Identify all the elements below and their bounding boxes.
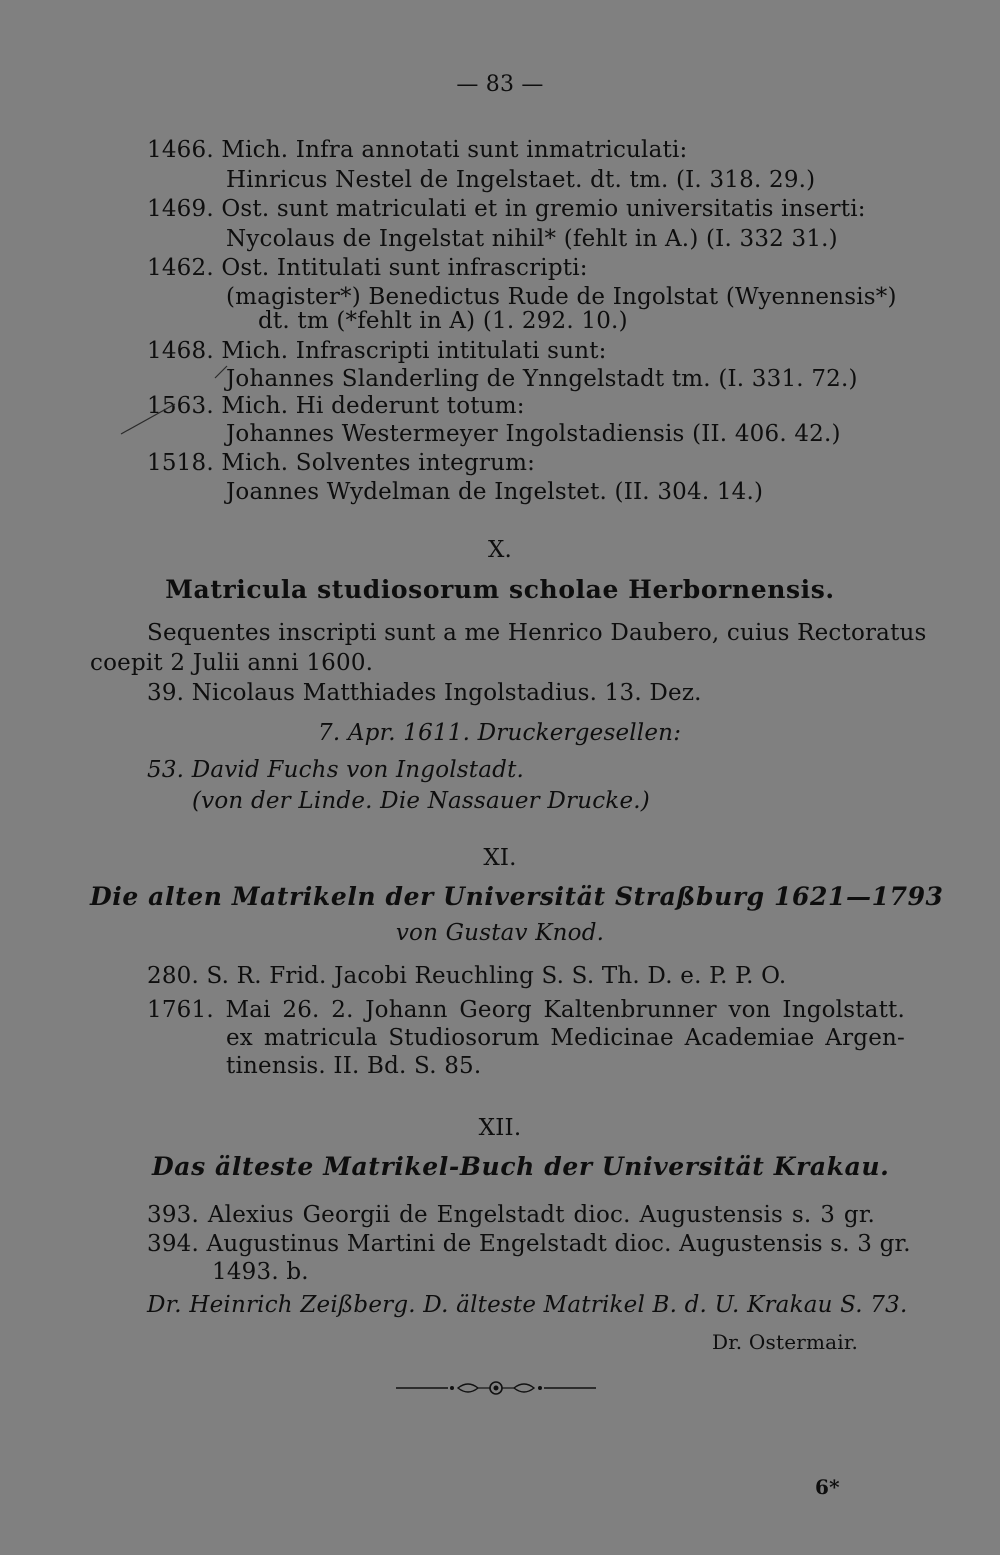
entry-number: 1469. — [147, 196, 214, 222]
entry-number: 1563. — [147, 393, 214, 419]
entry-1469-name: Nycolaus de Ingelstat nihil* (fehlt in A.) (I. 332 31.) — [226, 226, 838, 252]
section-xii-numeral: XII. — [478, 1115, 522, 1141]
section-xi-cont-line2: tinensis. II. Bd. S. 85. — [226, 1053, 482, 1079]
section-xi-subtitle: von Gustav Knod. — [395, 920, 605, 946]
entry-1462-note: dt. tm (*fehlt in A) (1. 292. 10.) — [258, 308, 628, 334]
entry-1563-name: Johannes Westermeyer Ingolstadiensis (II. 406. 42.) — [226, 421, 841, 447]
entry-text: Mich. Solventes integrum: — [221, 450, 536, 476]
section-xii-entry-393: 393. Alexius Georgii de Engelstadt dioc. Augustensis s. 3 gr. — [147, 1202, 875, 1228]
entry-number: 1518. — [147, 450, 214, 476]
entry-1468-name: Johannes Slanderling de Ynngelstadt tm. (I. 331. 72.) — [226, 366, 858, 392]
entry-1462 — [147, 253, 588, 283]
entry-1518-name: Joannes Wydelman de Ingelstet. (II. 304. 14.) — [226, 479, 764, 505]
section-xii-entry-394: 394. Augustinus Martini de Engelstadt dioc. Augustensis s. 3 gr. — [147, 1231, 911, 1257]
section-x-entry-53: 53. David Fuchs von Ingolstadt. — [147, 757, 525, 783]
entry-text: Ost. Intitulati sunt infrascripti: — [221, 255, 588, 281]
section-x-numeral: X. — [487, 537, 513, 563]
section-xi-title: Die alten Matrikeln der Universität Straßburg 1621—1793 — [90, 882, 944, 911]
section-x-intro-line1: Sequentes inscripti sunt a me Henrico Daubero, cuius Rectoratus — [147, 620, 927, 646]
section-xi-entry-280: 280. S. R. Frid. Jacobi Reuchling S. S. Th. D. e. P. P. O. — [147, 963, 787, 989]
page-number: — 83 — — [456, 72, 544, 97]
entry-1462-name: (magister*) Benedictus Rude de Ingolstat (Wyennensis*) — [226, 284, 897, 310]
entry-number: 1468. — [147, 338, 214, 364]
section-x-entry-39: 39. Nicolaus Matthiades Ingolstadius. 13. Dez. — [147, 680, 702, 706]
section-xi-entry-1761: 1761. Mai 26. 2. Johann Georg Kaltenbrunner von Ingolstatt. — [147, 997, 905, 1023]
section-x-title: Matricula studiosorum scholae Herbornensis. — [165, 575, 835, 604]
signature-mark: 6* — [815, 1475, 840, 1499]
entry-1469 — [147, 194, 866, 224]
section-xii-signature: Dr. Ostermair. — [712, 1330, 859, 1354]
section-xi-cont-line1: ex matricula Studiosorum Medicinae Academiae Argen- — [226, 1025, 905, 1051]
entry-number: 1462. — [147, 255, 214, 281]
entry-1466 — [147, 135, 687, 165]
ornament-divider-icon — [396, 1378, 596, 1398]
entry-1518 — [147, 448, 535, 478]
section-x-note: (von der Linde. Die Nassauer Drucke.) — [192, 788, 650, 814]
entry-number: 1466. — [147, 137, 214, 163]
section-x-intro-line2: coepit 2 Julii anni 1600. — [90, 650, 374, 676]
entry-text: Mich. Infrascripti intitulati sunt: — [221, 338, 607, 364]
section-x-date-line: 7. Apr. 1611. Druckergesellen: — [318, 720, 682, 746]
entry-1466-name: Hinricus Nestel de Ingelstaet. dt. tm. (I. 318. 29.) — [226, 167, 816, 193]
entry-text: Mich. Infra annotati sunt inmatriculati: — [221, 137, 688, 163]
section-xii-year: 1493. b. — [212, 1259, 309, 1285]
section-xi-numeral: XI. — [483, 845, 517, 871]
pencil-mark-icon — [115, 358, 235, 438]
entry-text: Ost. sunt matriculati et in gremio universitatis inserti: — [221, 196, 866, 222]
entry-text: Mich. Hi dederunt totum: — [221, 393, 525, 419]
section-xii-citation: Dr. Heinrich Zeißberg. D. älteste Matrikel B. d. U. Krakau S. 73. — [147, 1292, 908, 1318]
section-xii-title: Das älteste Matrikel-Buch der Universität Krakau. — [152, 1152, 890, 1181]
